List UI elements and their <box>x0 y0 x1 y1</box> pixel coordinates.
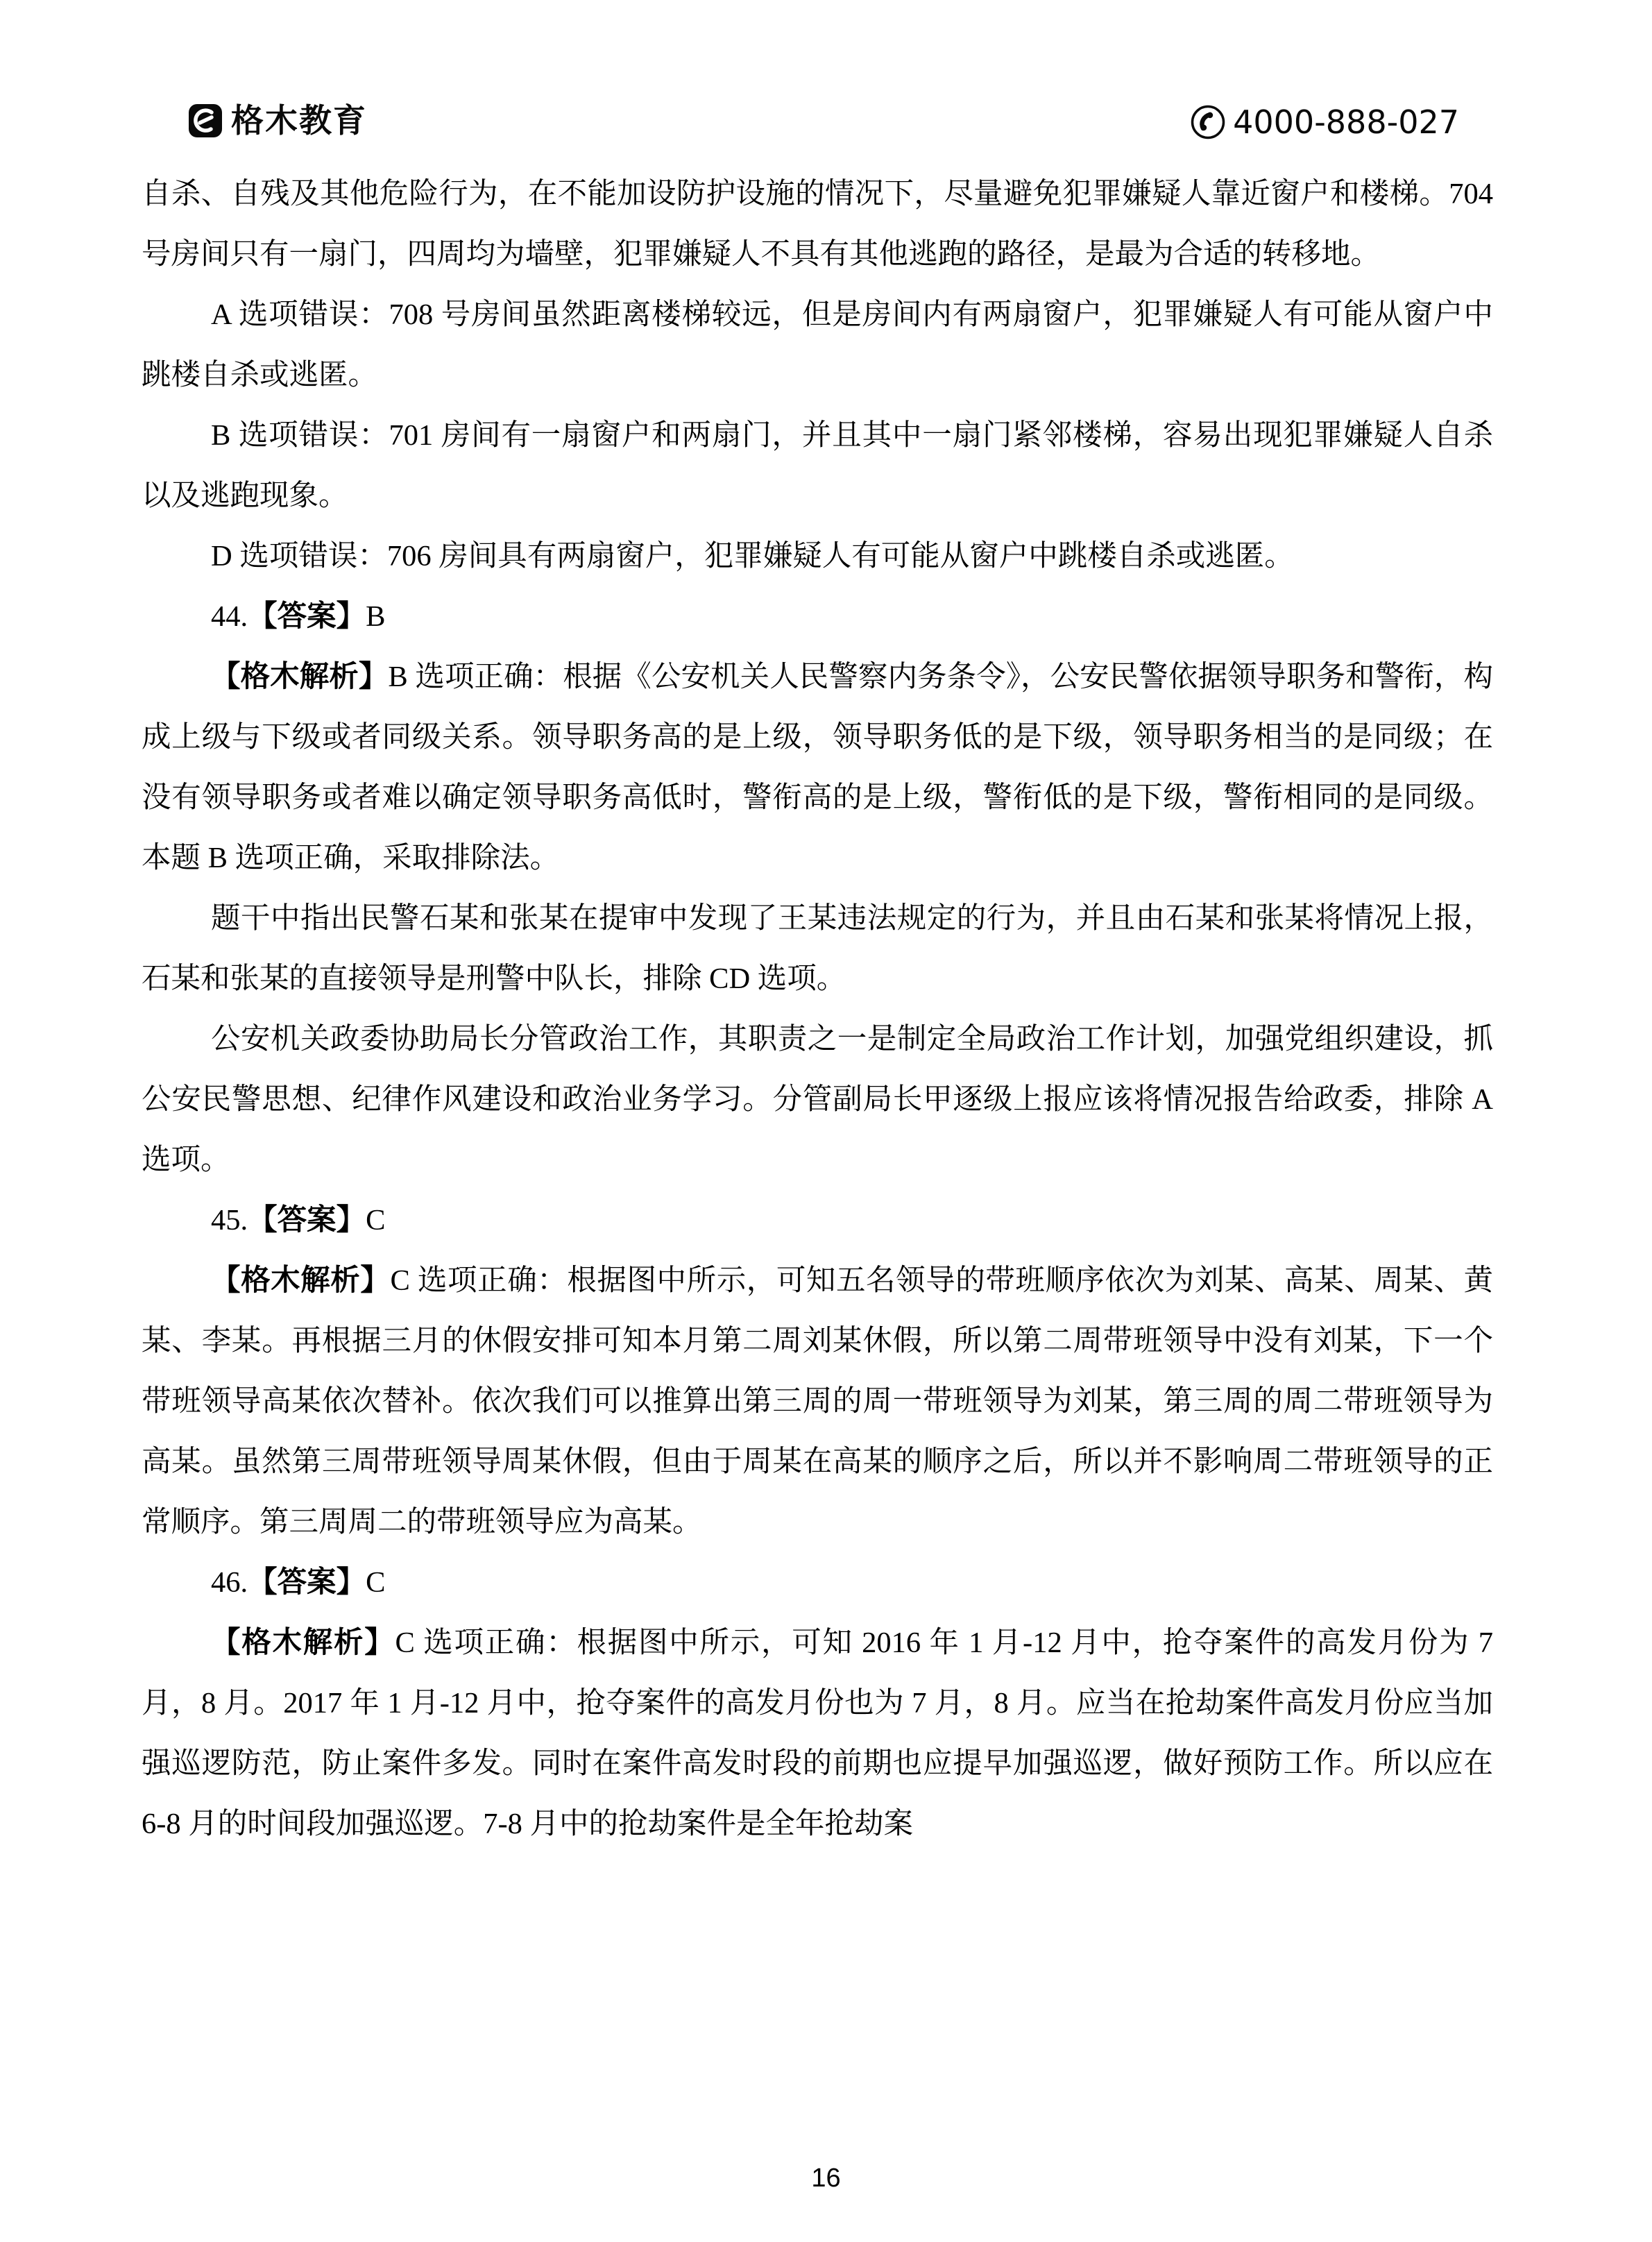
page-header <box>189 104 1459 146</box>
paragraph-label-segment: 【格木解析】 <box>211 661 389 693</box>
brand-name: 格木教育 <box>231 102 367 139</box>
phone-contact <box>1190 104 1459 140</box>
paragraph <box>142 1250 1493 1552</box>
paragraph <box>142 526 1493 586</box>
paragraph <box>142 164 1493 285</box>
paragraph <box>142 405 1493 526</box>
paragraph-text-segment: 自杀、自残及其他危险行为，在不能加设防护设施的情况下，尽量避免犯罪嫌疑人靠近窗户和楼梯。704 号房间只有一扇门，四周均为墙壁，犯罪嫌疑人不具有其他逃跑的路径，是最为合适的转移地。 <box>142 178 1493 271</box>
paragraph-text-segment: B 选项正确：根据《公安机关人民警察内务条令》，公安民警依据领导职务和警衔，构成上级与下级或者同级关系。领导职务高的是上级，领导职务低的是下级，领导职务相当的是同级；在没有领导职务或者难以确定领导职务高低时，警衔高的是上级，警衔低的是下级，警衔相同的是同级。本题 B 选项正确，采取排除法。 <box>142 661 1493 874</box>
gemu-logo-icon <box>189 104 222 137</box>
phone-number: 4000-888-027 <box>1233 103 1459 141</box>
paragraph-text-segment: 题干中指出民警石某和张某在提审中发现了王某违法规定的行为，并且由石某和张某将情况上报，石某和张某的直接领导是刑警中队长，排除 CD 选项。 <box>142 902 1493 995</box>
paragraph <box>142 285 1493 405</box>
paragraph-text-segment: B 选项错误：701 房间有一扇窗户和两扇门，并且其中一扇门紧邻楼梯，容易出现犯罪嫌疑人自杀以及逃跑现象。 <box>142 419 1493 512</box>
paragraph <box>142 647 1493 888</box>
paragraph-label-segment: 【格木解析】 <box>211 1627 395 1659</box>
paragraph <box>142 586 1493 647</box>
paragraph <box>142 1190 1493 1250</box>
paragraph-label-segment: 【答案】 <box>248 600 366 633</box>
paragraph-text-segment: A 选项错误：708 号房间虽然距离楼梯较远，但是房间内有两扇窗户，犯罪嫌疑人有可能从窗户中跳楼自杀或逃匿。 <box>142 298 1493 391</box>
paragraph-text-segment: 45. <box>211 1204 248 1237</box>
paragraph-text-segment: C <box>366 1204 386 1237</box>
brand <box>189 104 367 137</box>
paragraph-text-segment: C 选项正确：根据图中所示，可知 2016 年 1 月-12 月中，抢夺案件的高发月份为 7 月，8 月。2017 年 1 月-12 月中，抢夺案件的高发月份也为 7 月，8 月。应当在抢劫案件高发月份应当加强巡逻防范，防止案件多发。同时在案件高发时段的前期也应提早加强巡逻，做好预防工作。所以应在 6-8 月的时间段加强巡逻。7-8 月中的抢劫案件是全年抢劫案 <box>142 1627 1493 1840</box>
paragraph-text-segment: 46. <box>211 1566 248 1599</box>
paragraph-label-segment: 【答案】 <box>248 1566 366 1599</box>
paragraph <box>142 1009 1493 1190</box>
paragraph-label-segment: 【格木解析】 <box>211 1264 391 1297</box>
paragraph <box>142 1613 1493 1854</box>
paragraph-label-segment: 【答案】 <box>248 1204 366 1237</box>
paragraph <box>142 1552 1493 1613</box>
paragraph <box>142 888 1493 1009</box>
document-body <box>142 164 1493 1854</box>
paragraph-text-segment: D 选项错误：706 房间具有两扇窗户，犯罪嫌疑人有可能从窗户中跳楼自杀或逃匿。 <box>211 540 1294 572</box>
phone-icon <box>1190 104 1226 140</box>
page-number: 16 <box>811 2164 841 2193</box>
paragraph-text-segment: B <box>366 600 386 633</box>
paragraph-text-segment: 44. <box>211 600 248 633</box>
page-footer <box>0 2164 1652 2193</box>
paragraph-text-segment: 公安机关政委协助局长分管政治工作，其职责之一是制定全局政治工作计划，加强党组织建设，抓公安民警思想、纪律作风建设和政治业务学习。分管副局长甲逐级上报应该将情况报告给政委，排除 A 选项。 <box>142 1023 1493 1176</box>
paragraph-text-segment: C 选项正确：根据图中所示，可知五名领导的带班顺序依次为刘某、高某、周某、黄某、李某。再根据三月的休假安排可知本月第二周刘某休假，所以第二周带班领导中没有刘某，下一个带班领导高某依次替补。依次我们可以推算出第三周的周一带班领导为刘某，第三周的周二带班领导为高某。虽然第三周带班领导周某休假，但由于周某在高某的顺序之后，所以并不影响周二带班领导的正常顺序。第三周周二的带班领导应为高某。 <box>142 1264 1493 1538</box>
paragraph-text-segment: C <box>366 1566 386 1599</box>
